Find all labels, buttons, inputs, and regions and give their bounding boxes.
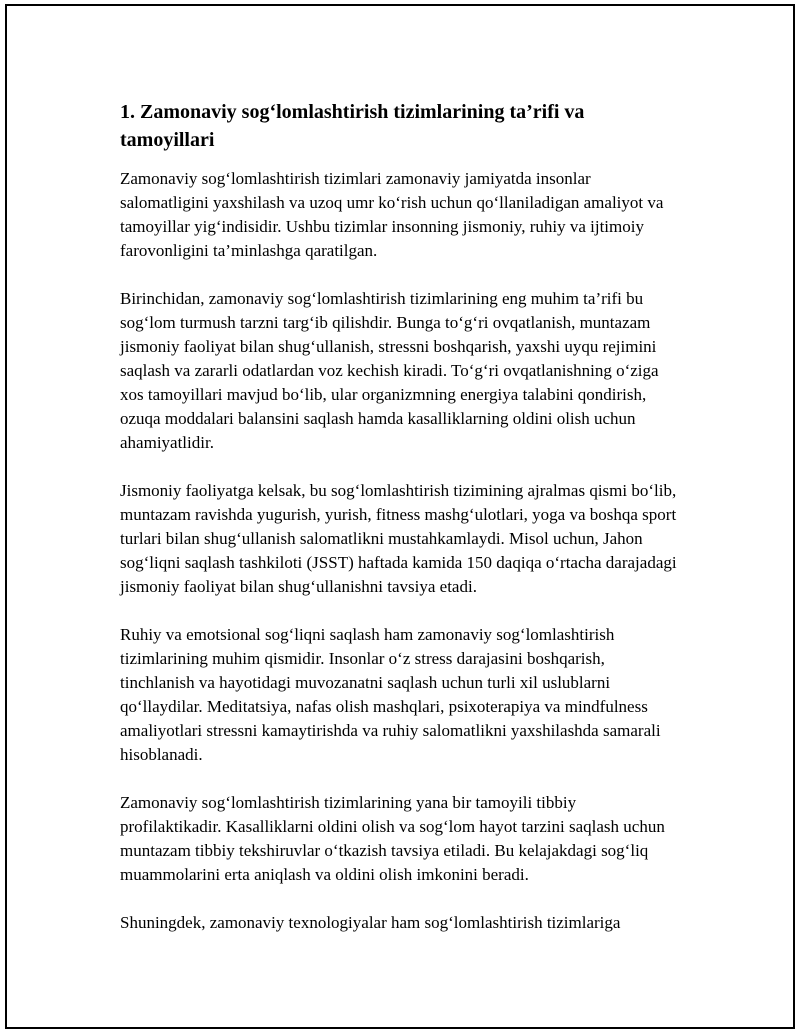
paragraph-technologies: Shuningdek, zamonaviy texnologiyalar ham sog‘lomlashtirish tizimlariga [120,913,621,932]
paragraph-definition: Zamonaviy sog‘lomlashtirish tizimlari zamonaviy jamiyatda insonlar salomatligini yaxshilash va uzoq umr ko‘rish uchun qo‘llaniladigan amaliyot va tamoyillar yig‘indisidir. Ushbu tizimlar insonning jismoniy, ruhiy va ijtimoiy farovonligini ta’minlashga qaratilgan. [120,169,664,260]
document-content [120,98,680,959]
paragraph-healthy-lifestyle: Birinchidan, zamonaviy sog‘lomlashtirish tizimlarining eng muhim ta’rifi bu sog‘lom turmush tarzni targ‘ib qilishdir. Bunga to‘g‘ri ovqatlanish, muntazam jismoniy faoliyat bilan shug‘ullanish, stressni boshqarish, yaxshi uyqu rejimini saqlash va zararli odatlardan voz kechish kiradi. To‘g‘ri ovqatlanishning o‘ziga xos tamoyillari mavjud bo‘lib, ular organizmning energiya talabini qondirish, ozuqa moddalari balansini saqlash hamda kasalliklarning oldini olish uchun ahamiyatlidir. [120,289,659,452]
section-heading: 1. Zamonaviy sog‘lomlashtirish tizimlarining ta’rifi va tamoyillari [120,101,585,151]
document-page [5,4,795,1029]
paragraph-physical-activity: Jismoniy faoliyatga kelsak, bu sog‘lomlashtirish tizimining ajralmas qismi bo‘lib, muntazam ravishda yugurish, yurish, fitness mashg‘ulotlari, yoga va boshqa sport turlari bilan shug‘ullanish salomatlikni mustahkamlaydi. Misol uchun, Jahon sog‘liqni saqlash tashkiloti (JSST) haftada kamida 150 daqiqa o‘rtacha darajadagi jismoniy faoliyat bilan shug‘ullanishni tavsiya etadi. [120,481,677,596]
paragraph-medical-prevention: Zamonaviy sog‘lomlashtirish tizimlarining yana bir tamoyili tibbiy profilaktikadir. Kasalliklarni oldini olish va sog‘lom hayot tarzini saqlash uchun muntazam tibbiy tekshiruvlar o‘tkazish tavsiya etiladi. Bu kelajakdagi sog‘liq muammolarini erta aniqlash va oldini olish imkonini beradi. [120,793,665,884]
paragraph-mental-health: Ruhiy va emotsional sog‘liqni saqlash ham zamonaviy sog‘lomlashtirish tizimlarining muhim qismidir. Insonlar o‘z stress darajasini boshqarish, tinchlanish va hayotidagi muvozanatni saqlash uchun turli xil uslublarni qo‘llaydilar. Meditatsiya, nafas olish mashqlari, psixoterapiya va mindfulness amaliyotlari stressni kamaytirishda va ruhiy salomatlikni yaxshilashda samarali hisoblanadi. [120,625,661,764]
